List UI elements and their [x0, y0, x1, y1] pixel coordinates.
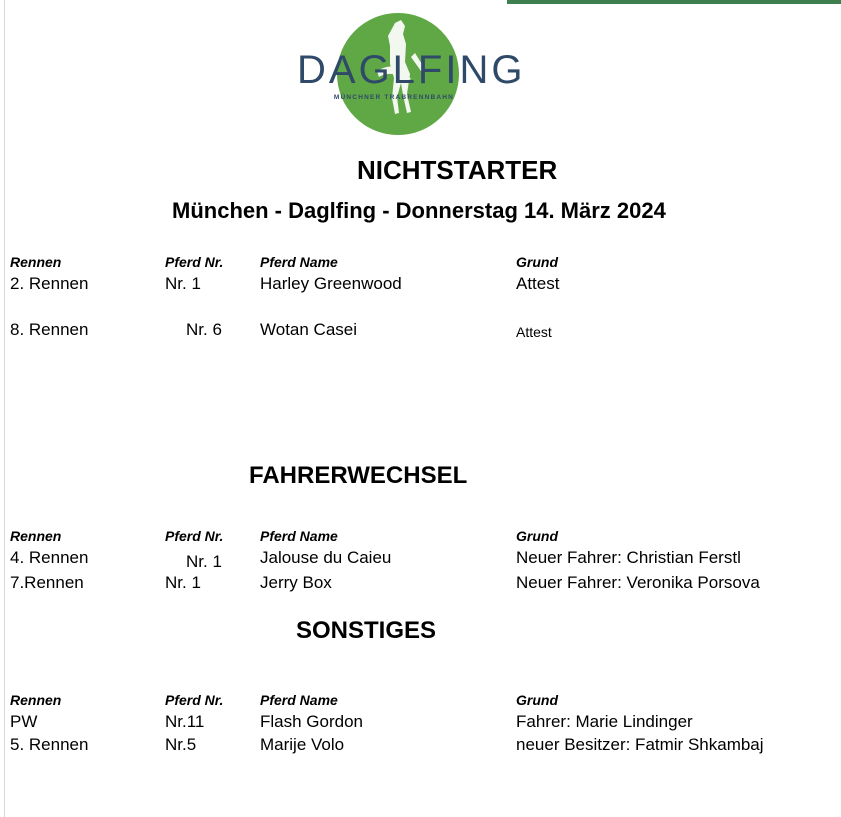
- daglfing-logo: [297, 12, 526, 138]
- section-title-fahrerwechsel: FAHRERWECHSEL: [249, 462, 468, 489]
- col-header-rennen: Rennen: [10, 254, 62, 270]
- col-header-pferd-nr: Pferd Nr.: [165, 254, 224, 270]
- col-header-grund: Grund: [516, 528, 558, 544]
- col-header-grund: Grund: [516, 692, 558, 708]
- col-header-pferd-name: Pferd Name: [260, 254, 338, 270]
- cell-pferd-name: Wotan Casei: [260, 320, 358, 339]
- cell-rennen: 4. Rennen: [10, 548, 89, 567]
- logo-wordmark: DAGLFING: [297, 48, 526, 92]
- cell-pferd-nr: Nr.11: [165, 712, 205, 731]
- cell-grund: Fahrer: Marie Lindinger: [516, 712, 693, 731]
- cell-pferd-nr: Nr. 6: [186, 320, 222, 339]
- section-title-sonstiges: SONSTIGES: [296, 617, 437, 644]
- cell-rennen: 8. Rennen: [10, 320, 89, 339]
- col-header-pferd-name: Pferd Name: [260, 528, 338, 544]
- cell-pferd-name: Flash Gordon: [260, 712, 363, 731]
- sheet-top-accent-bar: [507, 0, 841, 4]
- cell-rennen: PW: [10, 712, 38, 731]
- cell-pferd-nr: Nr. 1: [165, 573, 201, 592]
- cell-pferd-nr: Nr. 1: [165, 274, 201, 293]
- cell-pferd-name: Harley Greenwood: [260, 274, 402, 293]
- col-header-pferd-name: Pferd Name: [260, 692, 338, 708]
- col-header-grund: Grund: [516, 254, 558, 270]
- cell-grund: neuer Besitzer: Fatmir Shkambaj: [516, 735, 764, 754]
- cell-rennen: 2. Rennen: [10, 274, 89, 293]
- col-header-rennen: Rennen: [10, 528, 62, 544]
- cell-rennen: 5. Rennen: [10, 735, 89, 754]
- cell-grund: Neuer Fahrer: Veronika Porsova: [516, 573, 760, 592]
- cell-pferd-nr: Nr. 1: [186, 552, 222, 571]
- cell-grund: Attest: [516, 324, 552, 340]
- page-title: NICHTSTARTER: [357, 155, 558, 185]
- logo-subtitle: MÜNCHNER TRABRENNBAHN: [333, 94, 455, 101]
- cell-rennen: 7.Rennen: [10, 573, 84, 592]
- cell-pferd-name: Jalouse du Caieu: [260, 548, 392, 567]
- cell-grund: Neuer Fahrer: Christian Ferstl: [516, 548, 741, 567]
- col-header-pferd-nr: Pferd Nr.: [165, 528, 224, 544]
- cell-grund: Attest: [516, 274, 560, 293]
- cell-pferd-name: Marije Volo: [260, 735, 345, 754]
- col-header-pferd-nr: Pferd Nr.: [165, 692, 224, 708]
- cell-pferd-name: Jerry Box: [260, 573, 332, 592]
- sheet-left-border: [4, 0, 5, 817]
- cell-pferd-nr: Nr.5: [165, 735, 197, 754]
- col-header-rennen: Rennen: [10, 692, 62, 708]
- event-subtitle: München - Daglfing - Donnerstag 14. März 2024: [172, 198, 666, 223]
